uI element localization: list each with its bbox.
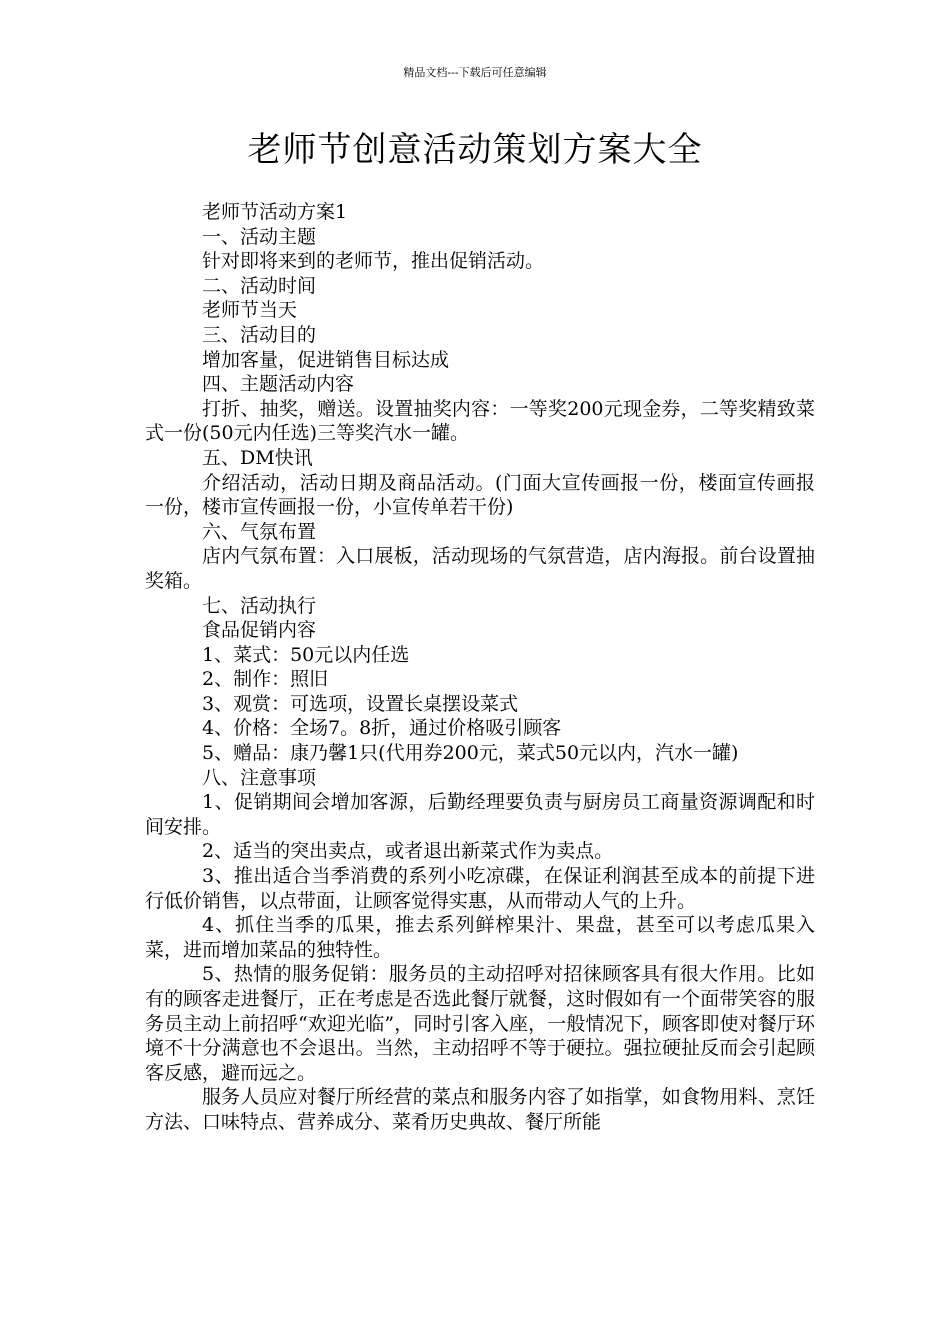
paragraph-section-7-heading: 七、活动执行 [202, 594, 317, 617]
paragraph-list-item: 2、制作：照旧 [202, 668, 329, 691]
paragraph-service-staff: 服务人员应对餐厅所经营的菜点和服务内容了如指掌，如食物用料、烹饪方法、口味特点、营养成分、菜肴历史典故、餐厅所能 [145, 1086, 815, 1133]
document-title: 老师节创意活动策划方案大全 [247, 130, 703, 170]
paragraph-section-5-heading: 五、DM快讯 [202, 446, 313, 469]
paragraph-list-item: 1、菜式：50元以内任选 [202, 643, 410, 666]
paragraph-section-3-heading: 三、活动目的 [202, 323, 317, 346]
paragraph-notice-item: 5、热情的服务促销：服务员的主动招呼对招徕顾客具有很大作用。比如有的顾客走进餐厅，正在考虑是否选此餐厅就餐，这时假如有一个面带笑容的服务员主动上前招呼“欢迎光临”，同时引客入座，一般情况下，顾客即使对餐厅环境不十分满意也不会退出。当然，主动招呼不等于硬拉。强拉硬扯反而会引起顾客反感，避而远之。 [145, 963, 815, 1084]
paragraph-section-2-text: 老师节当天 [202, 299, 298, 322]
header-note: 精品文档---下载后可任意编辑 [403, 66, 547, 79]
paragraph-plan-heading: 老师节活动方案1 [202, 201, 348, 223]
paragraph-list-item: 5、赠品：康乃馨1只(代用券200元，菜式50元以内，汽水一罐) [202, 742, 739, 765]
paragraph-section-8-heading: 八、注意事项 [202, 766, 317, 789]
paragraph-section-3-text: 增加客量，促进销售目标达成 [202, 348, 450, 371]
paragraph-section-1-heading: 一、活动主题 [202, 225, 317, 248]
paragraph-list-item: 3、观赏：可选项，设置长桌摆设菜式 [202, 692, 519, 715]
paragraph-section-7-subheading: 食品促销内容 [202, 619, 317, 642]
paragraph-list-item: 4、价格：全场7。8折，通过价格吸引顾客 [202, 717, 562, 740]
paragraph-notice-item: 1、促销期间会增加客源，后勤经理要负责与厨房员工商量资源调配和时间安排。 [145, 791, 815, 838]
paragraph-notice-item: 2、适当的突出卖点，或者退出新菜式作为卖点。 [202, 840, 614, 863]
paragraph-section-4-text: 打折、抽奖，赠送。设置抽奖内容：一等奖200元现金券，二等奖精致菜式一份(50元内任选)三等奖汽水一罐。 [145, 397, 815, 445]
paragraph-notice-item: 3、推出适合当季消费的系列小吃凉碟，在保证利润甚至成本的前提下进行低价销售，以点带面，让顾客觉得实惠，从而带动人气的上升。 [145, 865, 815, 912]
paragraph-notice-item: 4、抓住当季的瓜果，推去系列鲜榨果汁、果盘，甚至可以考虑瓜果入菜，进而增加菜品的独特性。 [145, 914, 815, 961]
document-body [145, 200, 815, 1135]
paragraph-section-6-heading: 六、气氛布置 [202, 520, 317, 543]
paragraph-section-6-text: 店内气氛布置：入口展板，活动现场的气氛营造，店内海报。前台设置抽奖箱。 [145, 545, 815, 592]
paragraph-section-4-heading: 四、主题活动内容 [202, 373, 355, 396]
paragraph-section-1-text: 针对即将来到的老师节，推出促销活动。 [202, 250, 545, 273]
paragraph-section-2-heading: 二、活动时间 [202, 274, 317, 297]
paragraph-section-5-text: 介绍活动，活动日期及商品活动。(门面大宣传画报一份，楼面宣传画报一份，楼市宣传画报一份，小宣传单若干份) [145, 471, 815, 519]
